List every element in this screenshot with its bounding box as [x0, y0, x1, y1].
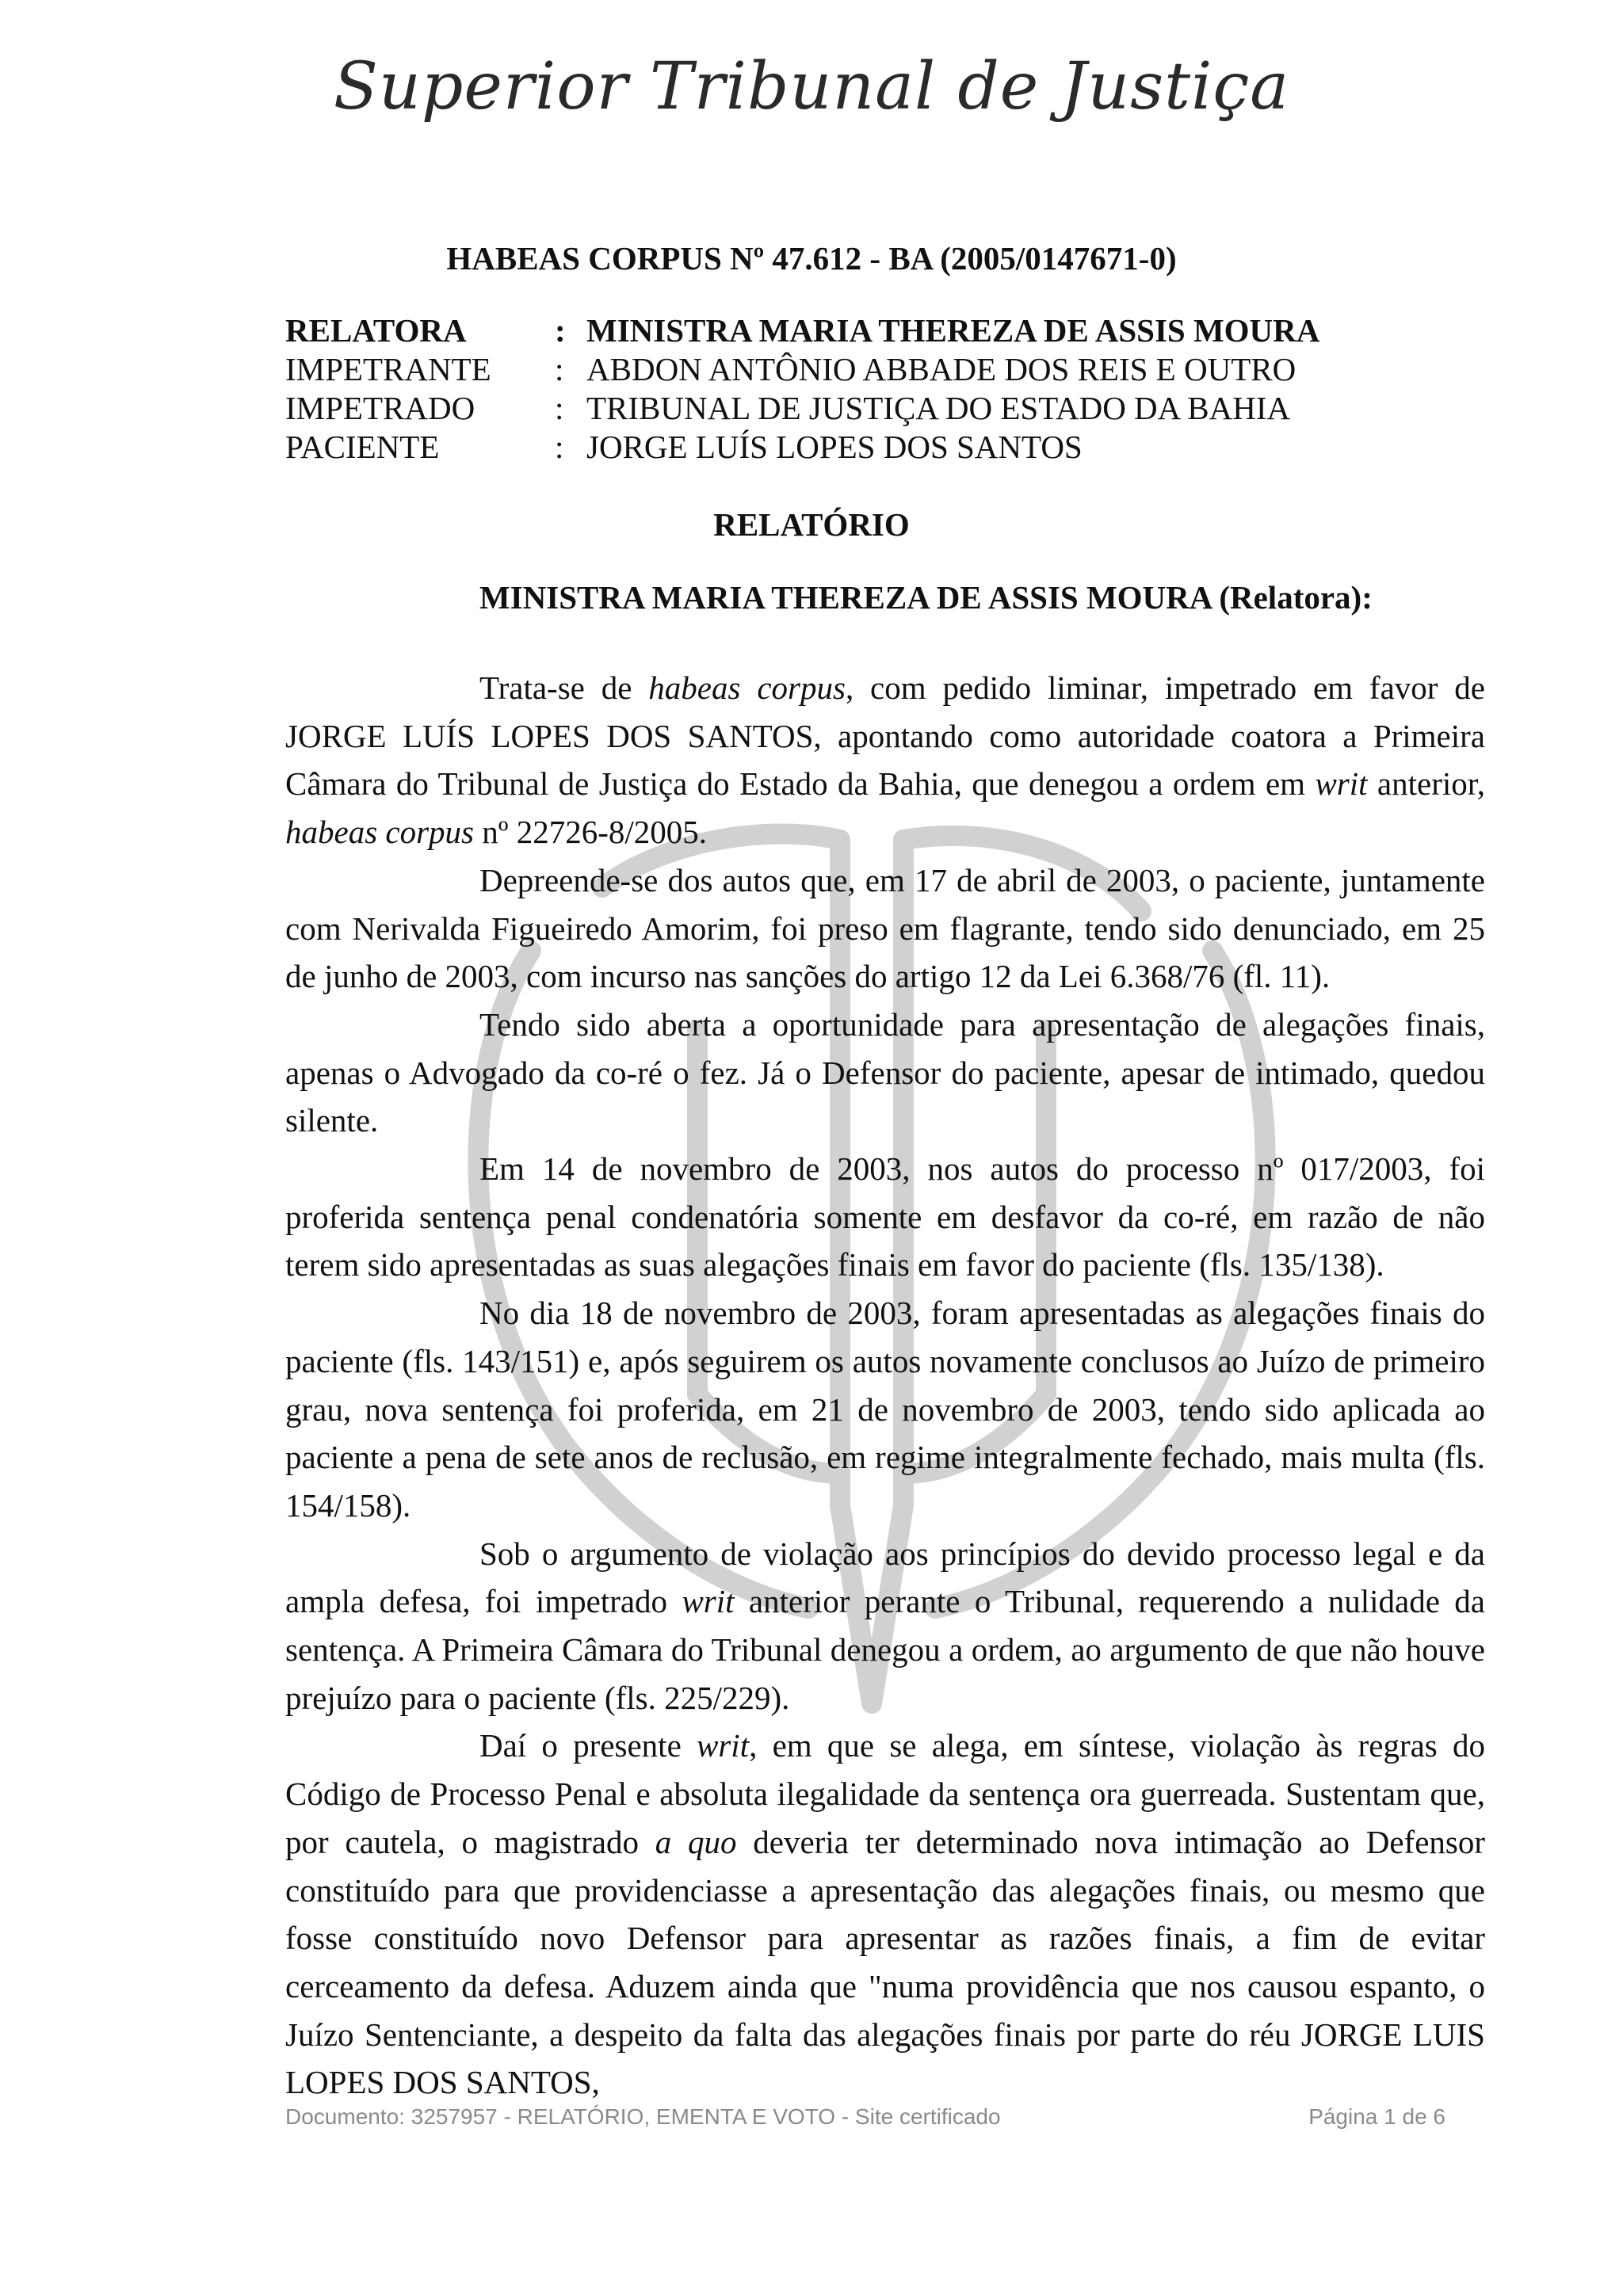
- party-colon: :: [555, 390, 564, 426]
- party-name: MINISTRA MARIA THEREZA DE ASSIS MOURA: [586, 312, 1320, 349]
- paragraph-2: Depreende-se dos autos que, em 17 de abril de 2003, o paciente, juntamente com Nerivalda Figueiredo Amorim, foi preso em flagrante, tendo sido denunciado, em 25 de junho de 2003, com incurso nas sanções do artigo 12 da Lei 6.368/76 (fl. 11).: [285, 861, 1485, 995]
- party-name: TRIBUNAL DE JUSTIÇA DO ESTADO DA BAHIA: [586, 390, 1291, 426]
- paragraph-7: Daí o presente writ, em que se alega, em síntese, violação às regras do Código de Processo Penal e absoluta ilegalidade da sentença ora guerreada. Sustentam que, por cautela, o magistrado a quo deveria ter determinado nova intimação ao Defensor constituído para que providenciasse a apresentação das alegações finais, ou mesmo que fosse constituído novo Defensor para apresentar as razões finais, a fim de evitar cerceamento da defesa. Aduzem ainda que "numa providência que nos causou espanto, o Juízo Sentenciante, a despeito da falta das alegações finais por parte do réu JORGE LUIS LOPES DOS SANTOS,: [285, 1727, 1486, 2101]
- party-name: ABDON ANTÔNIO ABBADE DOS REIS E OUTRO: [586, 351, 1296, 387]
- paragraph-6: Sob o argumento de violação aos princípios do devido processo legal e da ampla defesa, foi impetrado writ anterior perante o Tribunal, requerendo a nulidade da sentença. A Primeira Câmara do Tribunal denegou a ordem, ao argumento de que não houve prejuízo para o paciente (fls. 225/229).: [285, 1535, 1485, 1716]
- party-colon: :: [555, 312, 566, 349]
- case-title: HABEAS CORPUS Nº 47.612 - BA (2005/0147671-0): [446, 240, 1177, 277]
- paragraph-5: No dia 18 de novembro de 2003, foram apresentadas as alegações finais do paciente (fls. 143/151) e, após seguirem os autos novamente conclusos ao Juízo de primeiro grau, nova sentença foi proferida, em 21 de novembro de 2003, tendo sido aplicada ao paciente a pena de sete anos de reclusão, em regime integralmente fechado, mais multa (fls. 154/158).: [285, 1295, 1485, 1524]
- party-row-paciente: [285, 428, 1474, 467]
- party-name: JORGE LUÍS LOPES DOS SANTOS: [586, 429, 1083, 465]
- party-row-impetrante: [285, 350, 1474, 389]
- parties-block: [285, 311, 1474, 467]
- party-colon: :: [555, 351, 564, 387]
- party-colon: :: [555, 429, 564, 465]
- section-title: RELATÓRIO: [713, 506, 910, 543]
- court-name-header: Superior Tribunal de Justiça: [333, 49, 1290, 124]
- party-row-relatora: [285, 311, 1474, 350]
- page-number: Página 1 de 6: [1308, 2104, 1445, 2129]
- paragraph-3: Tendo sido aberta a oportunidade para apresentação de alegações finais, apenas o Advogado da co-ré o fez. Já o Defensor do paciente, apesar de intimado, quedou silente.: [285, 1005, 1485, 1139]
- rapporteur-line: MINISTRA MARIA THEREZA DE ASSIS MOURA (Relatora):: [479, 579, 1373, 616]
- party-row-impetrado: [285, 389, 1474, 428]
- party-role: IMPETRADO: [285, 390, 475, 426]
- paragraph-4: Em 14 de novembro de 2003, nos autos do processo nº 017/2003, foi proferida sentença penal condenatória somente em desfavor da co-ré, em razão de não terem sido apresentadas as suas alegações finais em favor do paciente (fls. 135/138).: [285, 1150, 1485, 1283]
- document-info: Documento: 3257957 - RELATÓRIO, EMENTA E VOTO - Site certificado: [285, 2104, 1001, 2129]
- report-body: [285, 664, 1485, 2107]
- party-role: PACIENTE: [285, 429, 440, 465]
- page-footer: [285, 2104, 1445, 2130]
- party-role: IMPETRANTE: [285, 351, 491, 387]
- paragraph-1: Trata-se de habeas corpus, com pedido liminar, impetrado em favor de JORGE LUÍS LOPES DOS SANTOS, apontando como autoridade coatora a Primeira Câmara do Tribunal de Justiça do Estado da Bahia, que denegou a ordem em writ anterior, habeas corpus nº 22726-8/2005.: [285, 669, 1486, 851]
- party-role: RELATORA: [285, 312, 467, 349]
